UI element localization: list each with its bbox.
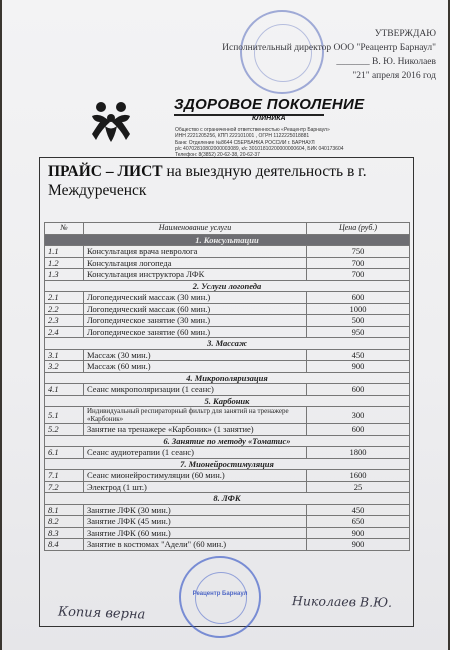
- table-row: [45, 504, 410, 516]
- section-row: [45, 372, 410, 384]
- service-name: Консультация врача невролога: [84, 246, 307, 258]
- section-title: 5. Карбоник: [45, 395, 410, 407]
- section-title: 2. Услуги логопеда: [45, 280, 410, 292]
- price-list-document: [2, 0, 448, 650]
- table-row: [45, 527, 410, 539]
- requisite-line: Телефон: 8(3852) 20-62-38, 20-62-37: [175, 152, 260, 159]
- company-requisites: [175, 127, 435, 158]
- approval-date: "21" апреля 2016 год: [352, 71, 436, 81]
- service-number: 7.1: [45, 470, 84, 482]
- document-title: [48, 162, 408, 200]
- table-row: [45, 361, 410, 373]
- copy-certification-note: Копия верна: [57, 604, 146, 623]
- service-price: 1000: [307, 303, 410, 315]
- service-number: 1.1: [45, 246, 84, 258]
- column-header-number: №: [45, 223, 84, 235]
- service-number: 2.3: [45, 315, 84, 327]
- column-header-service: Наименование услуги: [84, 223, 307, 235]
- section-title: 3. Массаж: [45, 338, 410, 350]
- service-price: 900: [307, 539, 410, 551]
- service-price: 25: [307, 481, 410, 493]
- table-row: [45, 516, 410, 528]
- approval-signatory: _______ В. Ю. Николаев: [336, 57, 436, 67]
- service-price: 450: [307, 504, 410, 516]
- service-price: 600: [307, 424, 410, 436]
- title-bold: ПРАЙС – ЛИСТ: [48, 163, 163, 180]
- requisite-line: р/с 40702810802000003089, к/с 30101810200000000604, БИК 040173604: [175, 145, 344, 152]
- service-number: 2.2: [45, 303, 84, 315]
- brand-name: ЗДОРОВОЕ ПОКОЛЕНИЕ: [174, 96, 365, 113]
- service-number: 2.1: [45, 292, 84, 304]
- table-row: [45, 246, 410, 258]
- service-name: Массаж (30 мин.): [84, 349, 307, 361]
- service-name: Логопедический массаж (60 мин.): [84, 303, 307, 315]
- table-row: [45, 470, 410, 482]
- service-number: 5.2: [45, 424, 84, 436]
- service-name: Сеанс микрополяризации (1 сеанс): [84, 384, 307, 396]
- title-rest: на выездную деятельность в г. Междуреченск: [48, 163, 367, 199]
- seal-text: Реацентр Барнаул: [192, 591, 248, 597]
- clinic-brand: [174, 96, 364, 122]
- table-row: [45, 424, 410, 436]
- service-name: Сеанс аудиотерапии (1 сеанс): [84, 447, 307, 459]
- service-name: Занятие ЛФК (30 мин.): [84, 504, 307, 516]
- requisite-line: ИНН 2221205256, КПП 222101001 , ОГРН 1122225018881: [175, 133, 310, 140]
- table-row: [45, 303, 410, 315]
- requisite-line: Общество с ограниченной ответственностью «Реацентр Барнаул»: [175, 127, 330, 133]
- service-price: 700: [307, 257, 410, 269]
- service-number: 7.2: [45, 481, 84, 493]
- approval-heading: УТВЕРЖДАЮ: [374, 29, 436, 39]
- table-row: [45, 447, 410, 459]
- section-title: 6. Занятие по методу «Томатис»: [45, 435, 410, 447]
- service-number: 1.2: [45, 257, 84, 269]
- service-name: Занятие ЛФК (45 мин.): [84, 516, 307, 528]
- service-name: Логопедический массаж (30 мин.): [84, 292, 307, 304]
- service-number: 1.3: [45, 269, 84, 281]
- service-number: 8.1: [45, 504, 84, 516]
- service-number: 5.1: [45, 407, 84, 424]
- section-title: 7. Мионейростимуляция: [45, 458, 410, 470]
- service-price: 1600: [307, 470, 410, 482]
- brand-subtitle: КЛИНИКА: [252, 115, 286, 122]
- service-price: 1800: [307, 447, 410, 459]
- approval-position: Исполнительный директор ООО "Реацентр Барнаул": [222, 43, 436, 53]
- table-row: [45, 384, 410, 396]
- service-name: Консультация инструктора ЛФК: [84, 269, 307, 281]
- service-number: 8.4: [45, 539, 84, 551]
- price-table: [44, 222, 410, 551]
- table-row: [45, 269, 410, 281]
- service-name: Логопедическое занятие (60 мин.): [84, 326, 307, 338]
- table-row: [45, 407, 410, 424]
- service-name: Занятие ЛФК (60 мин.): [84, 527, 307, 539]
- service-number: 4.1: [45, 384, 84, 396]
- service-price: 450: [307, 349, 410, 361]
- table-row: [45, 292, 410, 304]
- service-name: Занятие в костюмах "Адели" (60 мин.): [84, 539, 307, 551]
- clinic-logo-icon: [88, 100, 134, 144]
- service-name: Консультация логопеда: [84, 257, 307, 269]
- section-row: [45, 395, 410, 407]
- service-price: 700: [307, 269, 410, 281]
- table-row: [45, 326, 410, 338]
- table-row: [45, 257, 410, 269]
- service-price: 650: [307, 516, 410, 528]
- service-price: 900: [307, 527, 410, 539]
- service-number: 8.3: [45, 527, 84, 539]
- service-price: 600: [307, 384, 410, 396]
- company-seal: [179, 556, 261, 638]
- handwritten-signature-name: Николаев В.Ю.: [291, 593, 393, 610]
- service-name: Сеанс мионейростимуляции (60 мин.): [84, 470, 307, 482]
- service-price: 900: [307, 361, 410, 373]
- section-title: 4. Микрополяризация: [45, 372, 410, 384]
- service-number: 6.1: [45, 447, 84, 459]
- service-name: Занятие на тренажере «Карбоник» (1 занятие): [84, 424, 307, 436]
- service-number: 8.2: [45, 516, 84, 528]
- section-title: 1. Консультации: [45, 234, 410, 246]
- table-row: [45, 349, 410, 361]
- section-row: [45, 493, 410, 505]
- service-name: Электрод (1 шт.): [84, 481, 307, 493]
- section-row: [45, 435, 410, 447]
- service-price: 950: [307, 326, 410, 338]
- service-name: Индивидуальный респираторный фильтр для занятий на тренажере «Карбоник»: [84, 407, 307, 424]
- section-row: [45, 458, 410, 470]
- service-price: 750: [307, 246, 410, 258]
- service-price: 500: [307, 315, 410, 327]
- column-header-price: Цена (руб.): [307, 223, 410, 235]
- service-number: 3.2: [45, 361, 84, 373]
- table-row: [45, 481, 410, 493]
- table-row: [45, 539, 410, 551]
- section-row: [45, 280, 410, 292]
- service-name: Логопедическое занятие (30 мин.): [84, 315, 307, 327]
- section-row: [45, 234, 410, 246]
- section-title: 8. ЛФК: [45, 493, 410, 505]
- section-row: [45, 338, 410, 350]
- requisite-line: Банк: Отделение №8644 СБЕРБАНКА РОССИИ г. БАРНАУЛ: [175, 139, 315, 146]
- approval-block: [222, 27, 436, 83]
- service-price: 300: [307, 407, 410, 424]
- table-header-row: [45, 223, 410, 235]
- service-price: 600: [307, 292, 410, 304]
- service-number: 2.4: [45, 326, 84, 338]
- service-number: 3.1: [45, 349, 84, 361]
- service-name: Массаж (60 мин.): [84, 361, 307, 373]
- table-row: [45, 315, 410, 327]
